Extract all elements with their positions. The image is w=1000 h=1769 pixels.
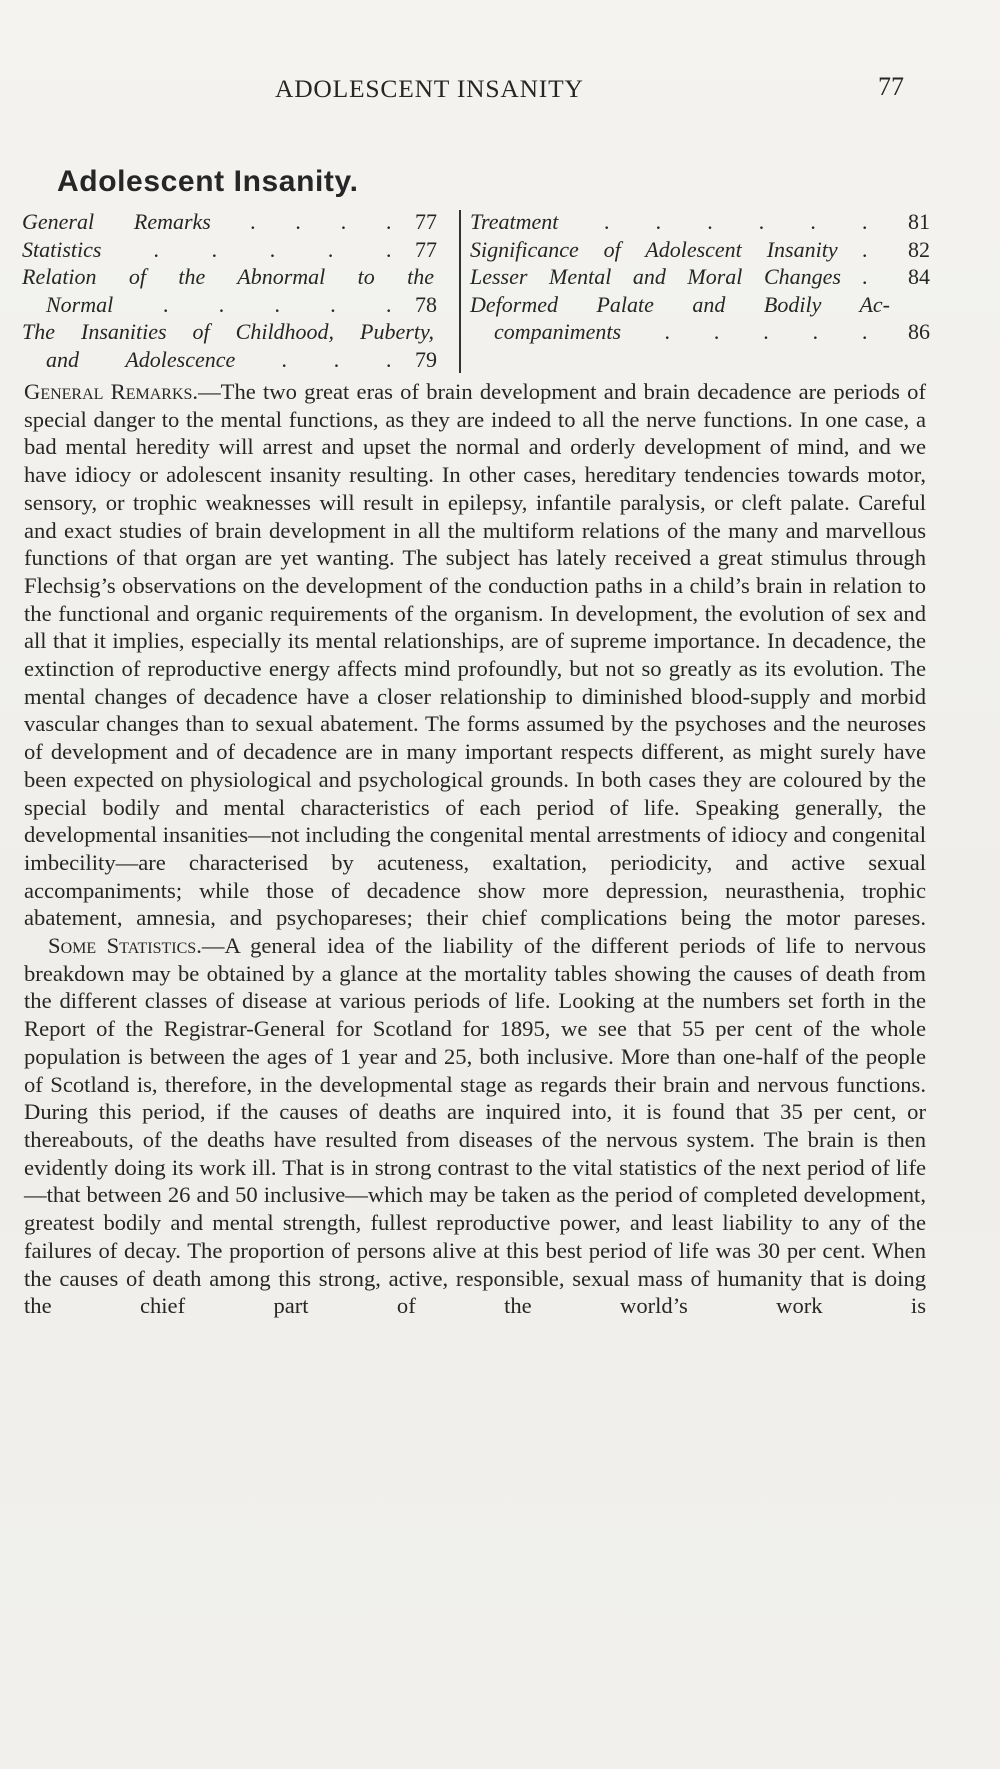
- paragraph-some-statistics: [24, 932, 926, 1320]
- toc-entry-line: Relation of the Abnormal to the: [22, 264, 434, 289]
- toc-page-number: 82: [908, 236, 930, 262]
- toc-entry-line: companiments . . . . .: [494, 319, 868, 344]
- toc-page-number: 77: [415, 236, 437, 262]
- paragraph-lead: General Remarks.: [24, 379, 199, 404]
- toc-entry: [470, 291, 930, 346]
- body-text: [24, 378, 926, 1320]
- toc-entry-line: and Adolescence . . .: [46, 346, 392, 372]
- toc-page-number: 81: [908, 209, 930, 234]
- toc-page-number: 84: [908, 264, 930, 289]
- toc-entry: [22, 236, 452, 264]
- paragraph-text: —A general idea of the liability of the different periods of life to nervous breakdown may be obtained by a glance at the mortality tables showing the causes of death from the different classes of disease at various periods of life. Looking at the numbers set forth in the Report of the Registrar-General for Scotland for 1895, we see that 55 per cent of the whole population is between the ages of 1 year and 25, both inclusive. More than one-half of the people of Scotland is, therefore, in the developmental stage as regards their brain and nervous functions. During this period, if the causes of deaths are inquired into, it is found that 35 per cent, or thereabouts, of the deaths have resulted from diseases of the nervous system. The brain is then evidently doing its work ill. That is in strong contrast to the vital statistics of the next period of life—that between 26 and 50 inclusive—which may be taken as the period of completed development, greatest bodily and mental strength, fullest reproductive power, and least liability to any of the failures of decay. The proportion of persons alive at this best period of life was 30 per cent. When the causes of death among this strong, active, responsible, sexual mass of humanity that is doing the chief part of the world’s work is: [24, 933, 926, 1319]
- paragraph-lead: Some Statistics.: [48, 933, 202, 959]
- paragraph-general-remarks: [24, 378, 926, 932]
- toc-entry: [470, 236, 930, 264]
- toc-entry-line: General Remarks . . . .: [22, 209, 392, 234]
- toc-entry-line: Treatment . . . . . .: [470, 209, 868, 234]
- toc-entry-line: Lesser Mental and Moral Changes .: [470, 264, 868, 289]
- toc-page-number: 77: [415, 209, 437, 234]
- toc-entry-line: Significance of Adolescent Insanity .: [470, 236, 868, 262]
- toc-entry: [470, 208, 930, 236]
- toc-entry-line: Statistics . . . . .: [22, 236, 392, 262]
- toc-entry-line: Deformed Palate and Bodily Ac-: [470, 291, 890, 317]
- toc-entry-line: The Insanities of Childhood, Puberty,: [22, 319, 434, 344]
- toc-entry: [22, 318, 452, 373]
- section-title: Adolescent Insanity.: [57, 165, 359, 198]
- running-head: ADOLESCENT INSANITY: [275, 74, 584, 103]
- toc-divider: [459, 210, 461, 373]
- toc-entry: [470, 263, 930, 291]
- table-of-contents: [22, 208, 930, 373]
- toc-entry: [22, 208, 452, 236]
- paragraph-text: —The two great eras of brain development and brain decadence are periods of special danger to the mental functions, as they are indeed to all the nerve functions. In one case, a bad mental heredity will arrest and upset the normal and orderly development of mind, and we have idiocy or adolescent insanity resulting. In other cases, hereditary tendencies towards motor, sensory, or trophic weaknesses will result in epilepsy, infantile paralysis, or cleft palate. Careful and exact studies of brain development in all the multiform relations of the many and marvellous functions of that organ are yet wanting. The subject has lately received a great stimulus through Flechsig’s observations on the development of the conduction paths in a child’s brain in relation to the functional and organic requirements of the organism. In development, the evolution of sex and all that it implies, especially its mental relationships, are of supreme importance. In decadence, the extinction of reproductive energy affects mind profoundly, but not so greatly as its evolution. The mental changes of decadence have a closer relationship to diminished blood-supply and morbid vascular changes than to sexual abatement. The forms assumed by the psychoses and the neuroses of development and of decadence are in many important respects different, as might surely have been expected on physiological and psychological grounds. In both cases they are coloured by the special bodily and mental characteristics of each period of life. Speaking generally, the developmental insanities—not including the congenital mental arrestments of idiocy and congenital imbecility—are characterised by acuteness, exaltation, periodicity, and active sexual accompaniments; while those of decadence show more depression, neurasthenia, trophic abatement, amnesia, and psychopareses; their chief complications being the motor pareses.: [24, 379, 926, 931]
- toc-page-number: 79: [415, 346, 437, 372]
- toc-right-column: [470, 208, 930, 346]
- toc-page-number: 86: [908, 319, 930, 344]
- toc-left-column: [22, 208, 452, 373]
- toc-page-number: 78: [415, 291, 437, 317]
- toc-entry: [22, 263, 452, 318]
- page-number: 77: [878, 72, 904, 101]
- toc-entry-line: Normal . . . . .: [46, 291, 392, 317]
